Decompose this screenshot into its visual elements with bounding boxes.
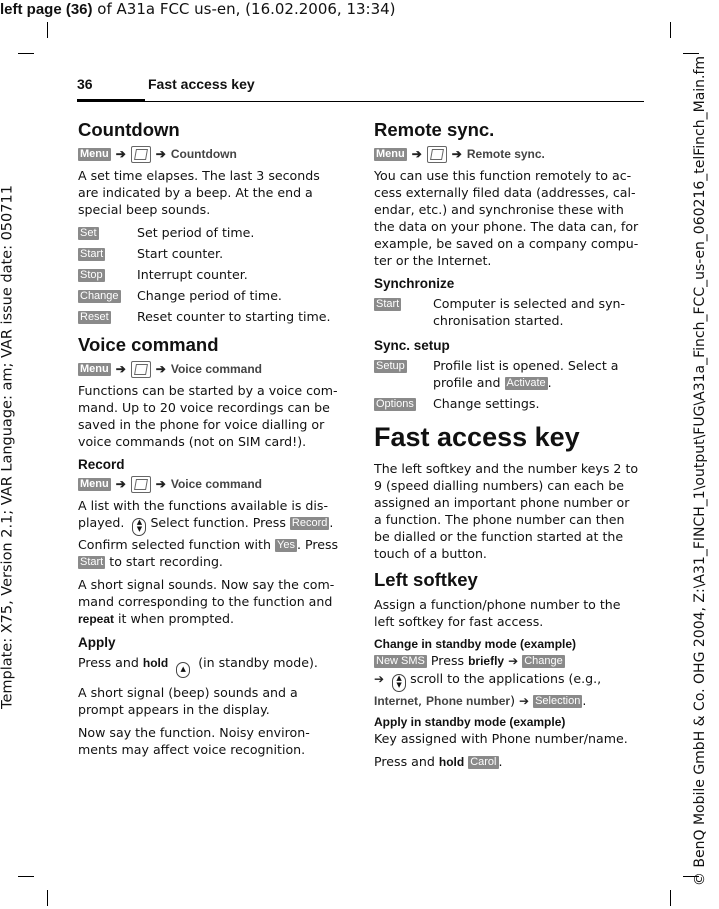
dot: . [498,754,503,769]
left-softkey-desc: Assign a function/phone number to the left softkey for fast access. [374,597,621,629]
fast-access-title: Fast access key [374,422,580,452]
record-signal-end: it when prompted. [118,611,235,626]
record-path-item: Voice command [170,477,262,491]
arrow-icon: ➔ [508,654,519,668]
navigation-key-icon: ▲ ▼ [132,518,146,536]
organiser-menu-icon [131,361,151,378]
record-text-3: . Confirm selected function with [78,515,334,552]
change-desc: Change period of time. [137,288,282,303]
apply-desc [78,654,343,678]
apply-desc-3: Now say the function. Noisy environ-ments may affect voice recognition. [78,725,310,757]
change-key[interactable]: Change [80,290,119,302]
stop-key[interactable]: Stop [80,269,103,281]
apply-standby-text: Key assigned with Phone number/name. [374,731,628,746]
setup-key[interactable]: Setup [376,360,405,372]
scroll-text: scroll to the applications (e.g., [410,671,602,686]
arrow-icon: ➔ [155,147,166,161]
start-key[interactable]: Start [80,248,104,260]
setup-desc [433,357,640,391]
options-key[interactable]: Options [376,398,414,410]
apply-text-2: (in standby mode). [198,655,318,670]
apply-standby-press [374,753,640,771]
voice-desc: Functions can be started by a voice com-mand. Up to 20 voice recordings can be saved in the phone for voice dialling or voice commands (not on SIM card!). [78,383,338,449]
countdown-table [78,224,343,325]
apply-desc-2: A short signal (beep) sounds and a prompt appears in the display. [78,685,298,717]
print-header-page: left page (36) [0,1,93,18]
copyright-text: © BenQ Mobile GmbH & Co. OHG 2004, Z:\A31_FINCH_1\output\FUG\A31a_Finch_FCC_us-en_060216_telFinch_Main.fm [692,55,708,887]
crop-mark [18,53,34,54]
menu-key[interactable]: Menu [80,148,109,160]
crop-mark [18,876,34,877]
remote-path-item: Remote sync. [466,147,545,161]
change-standby-title: Change in standby mode (example) [374,637,577,651]
voice-title: Voice command [78,334,219,355]
comma: , [418,693,423,708]
apply-text-1: Press and [78,655,139,670]
record-text-2: Select function. Press [150,515,286,530]
navigation-key-icon: ▲ ▼ [392,674,406,692]
hold-word: hold [438,755,465,769]
press-and-text: Press and [374,754,435,769]
record-title: Record [78,457,125,472]
change-standby-steps [374,652,640,710]
running-title: Fast access key [148,76,255,92]
setup-dot: . [547,375,552,390]
change-key[interactable]: Change [524,655,563,667]
menu-key[interactable]: Menu [376,148,405,160]
stop-desc: Interrupt counter. [137,267,248,282]
sync-table [374,295,640,329]
reset-key[interactable]: Reset [80,311,109,323]
phone-number-option: Phone number [426,694,511,708]
menu-key[interactable]: Menu [80,478,109,490]
set-desc: Set period of time. [137,225,255,240]
page-number: 36 [77,76,93,92]
crop-mark [670,890,671,906]
arrow-icon: ➔ [451,147,462,161]
countdown-title: Countdown [78,119,180,140]
record-signal-desc [78,576,343,628]
header-rule [77,101,644,102]
briefly-word: briefly [468,654,505,668]
start-key[interactable]: Start [80,556,104,568]
apply-standby-title: Apply in standby mode (example) [374,715,566,729]
crop-mark [670,22,671,38]
setup-table [374,357,640,412]
carol-key[interactable]: Carol [470,756,497,768]
voice-path-item: Voice command [170,362,262,376]
repeat-word: repeat [78,612,115,626]
set-key[interactable]: Set [80,227,97,239]
options-desc: Change settings. [433,396,540,411]
record-desc [78,497,343,570]
sync-setup-title: Sync. setup [374,338,450,353]
organiser-menu-icon [131,146,151,163]
crop-mark [47,890,48,906]
arrow-icon: ➔ [155,477,166,491]
side-left-text: Template: X75, Version 2.1; VAR Language: am; VAR issue date: 050711 [0,185,16,709]
arrow-icon: ➔ [374,672,385,686]
record-signal-text: A short signal sounds. Now say the com-mand corresponding to the function and [78,577,335,609]
press-text: Press [430,653,465,668]
yes-key[interactable]: Yes [277,539,295,551]
side-left-wrap [0,175,20,720]
voice-path [78,361,343,378]
right-column [374,118,640,777]
organiser-menu-icon [131,476,151,493]
up-key-icon: ▲ [176,662,190,678]
arrow-icon: ➔ [519,694,530,708]
countdown-desc: A set time elapses. The last 3 seconds are indicated by a beep. At the end a special beep sounds. [78,168,320,217]
countdown-path [78,146,343,163]
record-text-5: to start recording. [109,554,223,569]
record-path [78,476,343,493]
selection-key[interactable]: Selection [535,695,581,707]
internet-option: Internet [374,694,419,708]
hold-word: hold [142,656,169,670]
dot: . [582,693,587,708]
new-sms-key[interactable]: New SMS [376,655,425,667]
synchronize-title: Synchronize [374,276,455,291]
remote-path [374,146,640,163]
remote-title: Remote sync. [374,119,495,140]
record-key[interactable]: Record [291,517,328,529]
reset-desc: Reset counter to starting time. [137,309,331,324]
arrow-icon: ➔ [115,362,126,376]
copyright-wrap [692,38,710,904]
remote-desc: You can use this function remotely to ac-cess externally filed data (addresses, cal-endar, etc.) and synchronise these with the data on your phone. The data can, for example, be saved on a company compu-ter or the Internet. [374,168,639,268]
left-softkey-title: Left softkey [374,569,478,590]
countdown-path-item: Countdown [170,147,237,161]
arrow-icon: ➔ [115,477,126,491]
start-desc: Start counter. [137,246,224,261]
sync-start-desc: Computer is selected and syn-chronisation started. [433,296,626,328]
arrow-icon: ➔ [155,362,166,376]
setup-text: Profile list is opened. Select a profile and [433,358,619,390]
print-header [0,0,396,18]
apply-title: Apply [78,635,116,650]
left-column [78,118,343,764]
fast-access-desc: The left softkey and the number keys 2 to 9 (speed dialling numbers) can each be assigned an important phone number or a function. The phone number can then be dialled or the function started at the touch of a button. [374,461,639,561]
record-text-4: . Press [296,537,339,552]
crop-mark [47,22,48,38]
activate-key[interactable]: Activate [506,377,546,389]
menu-key[interactable]: Menu [80,363,109,375]
close-paren: ) [510,693,515,708]
arrow-icon: ➔ [411,147,422,161]
organiser-menu-icon [427,146,447,163]
record-text-1: A list with the functions available is dis-played. [78,498,329,530]
arrow-icon: ➔ [115,147,126,161]
print-header-info: of A31a FCC us-en, (16.02.2006, 13:34) [92,0,396,18]
sync-start-key[interactable]: Start [376,298,400,310]
